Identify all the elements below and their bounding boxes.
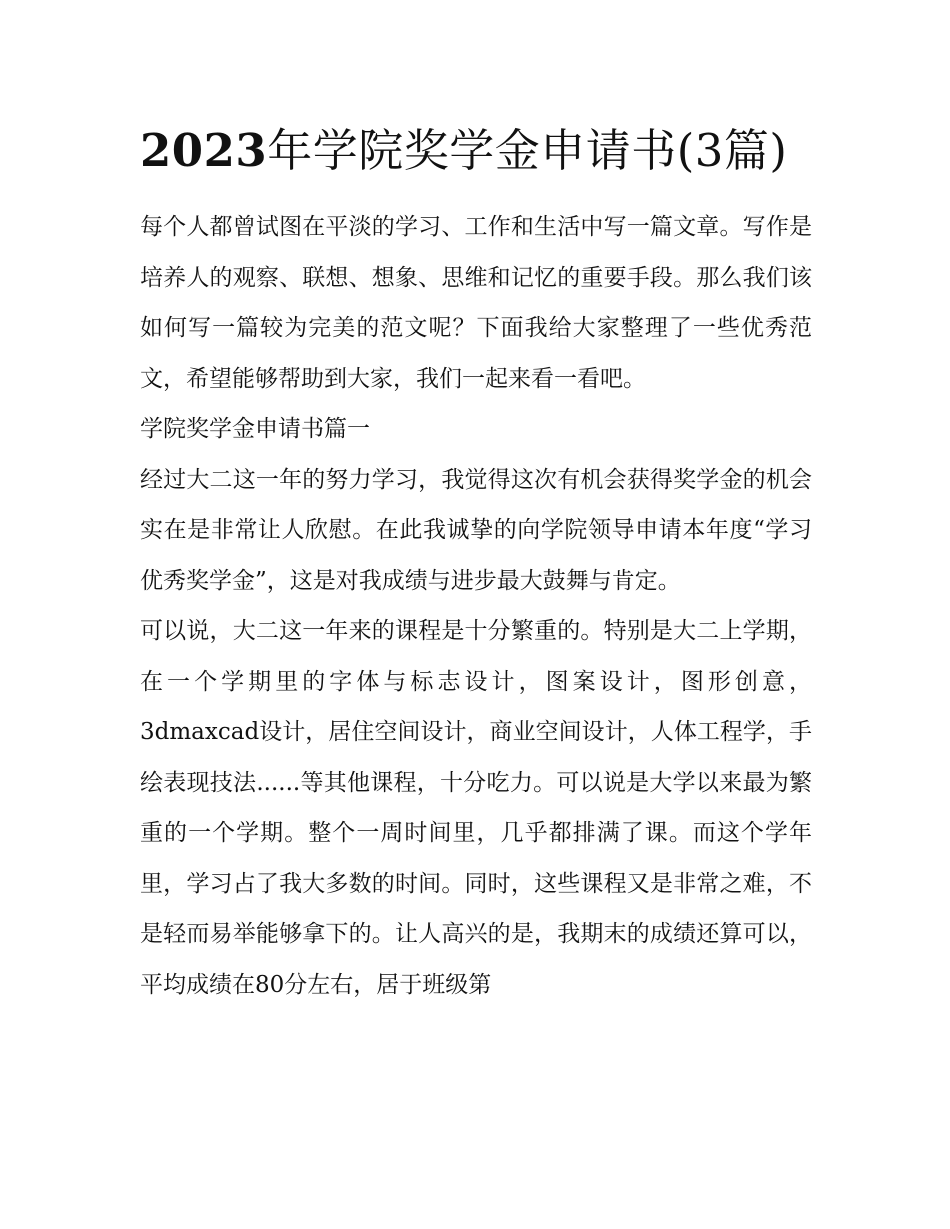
intro-paragraph: 每个人都曾试图在平淡的学习、工作和生活中写一篇文章。写作是培养人的观察、联想、想象、思维和记忆的重要手段。那么我们该如何写一篇较为完美的范文呢？下面我给大家整理了一些优秀范文，希望能够帮助到大家，我们一起来看一看吧。 [140, 214, 812, 392]
document-page [140, 112, 812, 1010]
document-body [140, 202, 812, 1010]
title-year: 2023 [140, 124, 268, 177]
body-paragraph: 可以说，大二这一年来的课程是十分繁重的。特别是大二上学期，在一个学期里的字体与标志设计，图案设计，图形创意，3dmaxcad设计，居住空间设计，商业空间设计，人体工程学，手绘表现技法......等其他课程，十分吃力。可以说是大学以来最为繁重的一个学期。整个一周时间里，几乎都排满了课。而这个学年里，学习占了我大多数的时间。同时，这些课程又是非常之难，不是轻而易举能够拿下的。让人高兴的是，我期末的成绩还算可以，平均成绩在80分左右，居于班级第 [140, 618, 812, 998]
section-heading: 学院奖学金申请书篇一 [140, 416, 370, 442]
body-paragraph: 经过大二这一年的努力学习，我觉得这次有机会获得奖学金的机会实在是非常让人欣慰。在此我诚挚的向学院领导申请本年度“学习优秀奖学金”，这是对我成绩与进步最大鼓舞与肯定。 [140, 466, 812, 594]
document-title [140, 112, 812, 190]
title-text: 年学院奖学金申请书(3篇) [267, 124, 788, 177]
